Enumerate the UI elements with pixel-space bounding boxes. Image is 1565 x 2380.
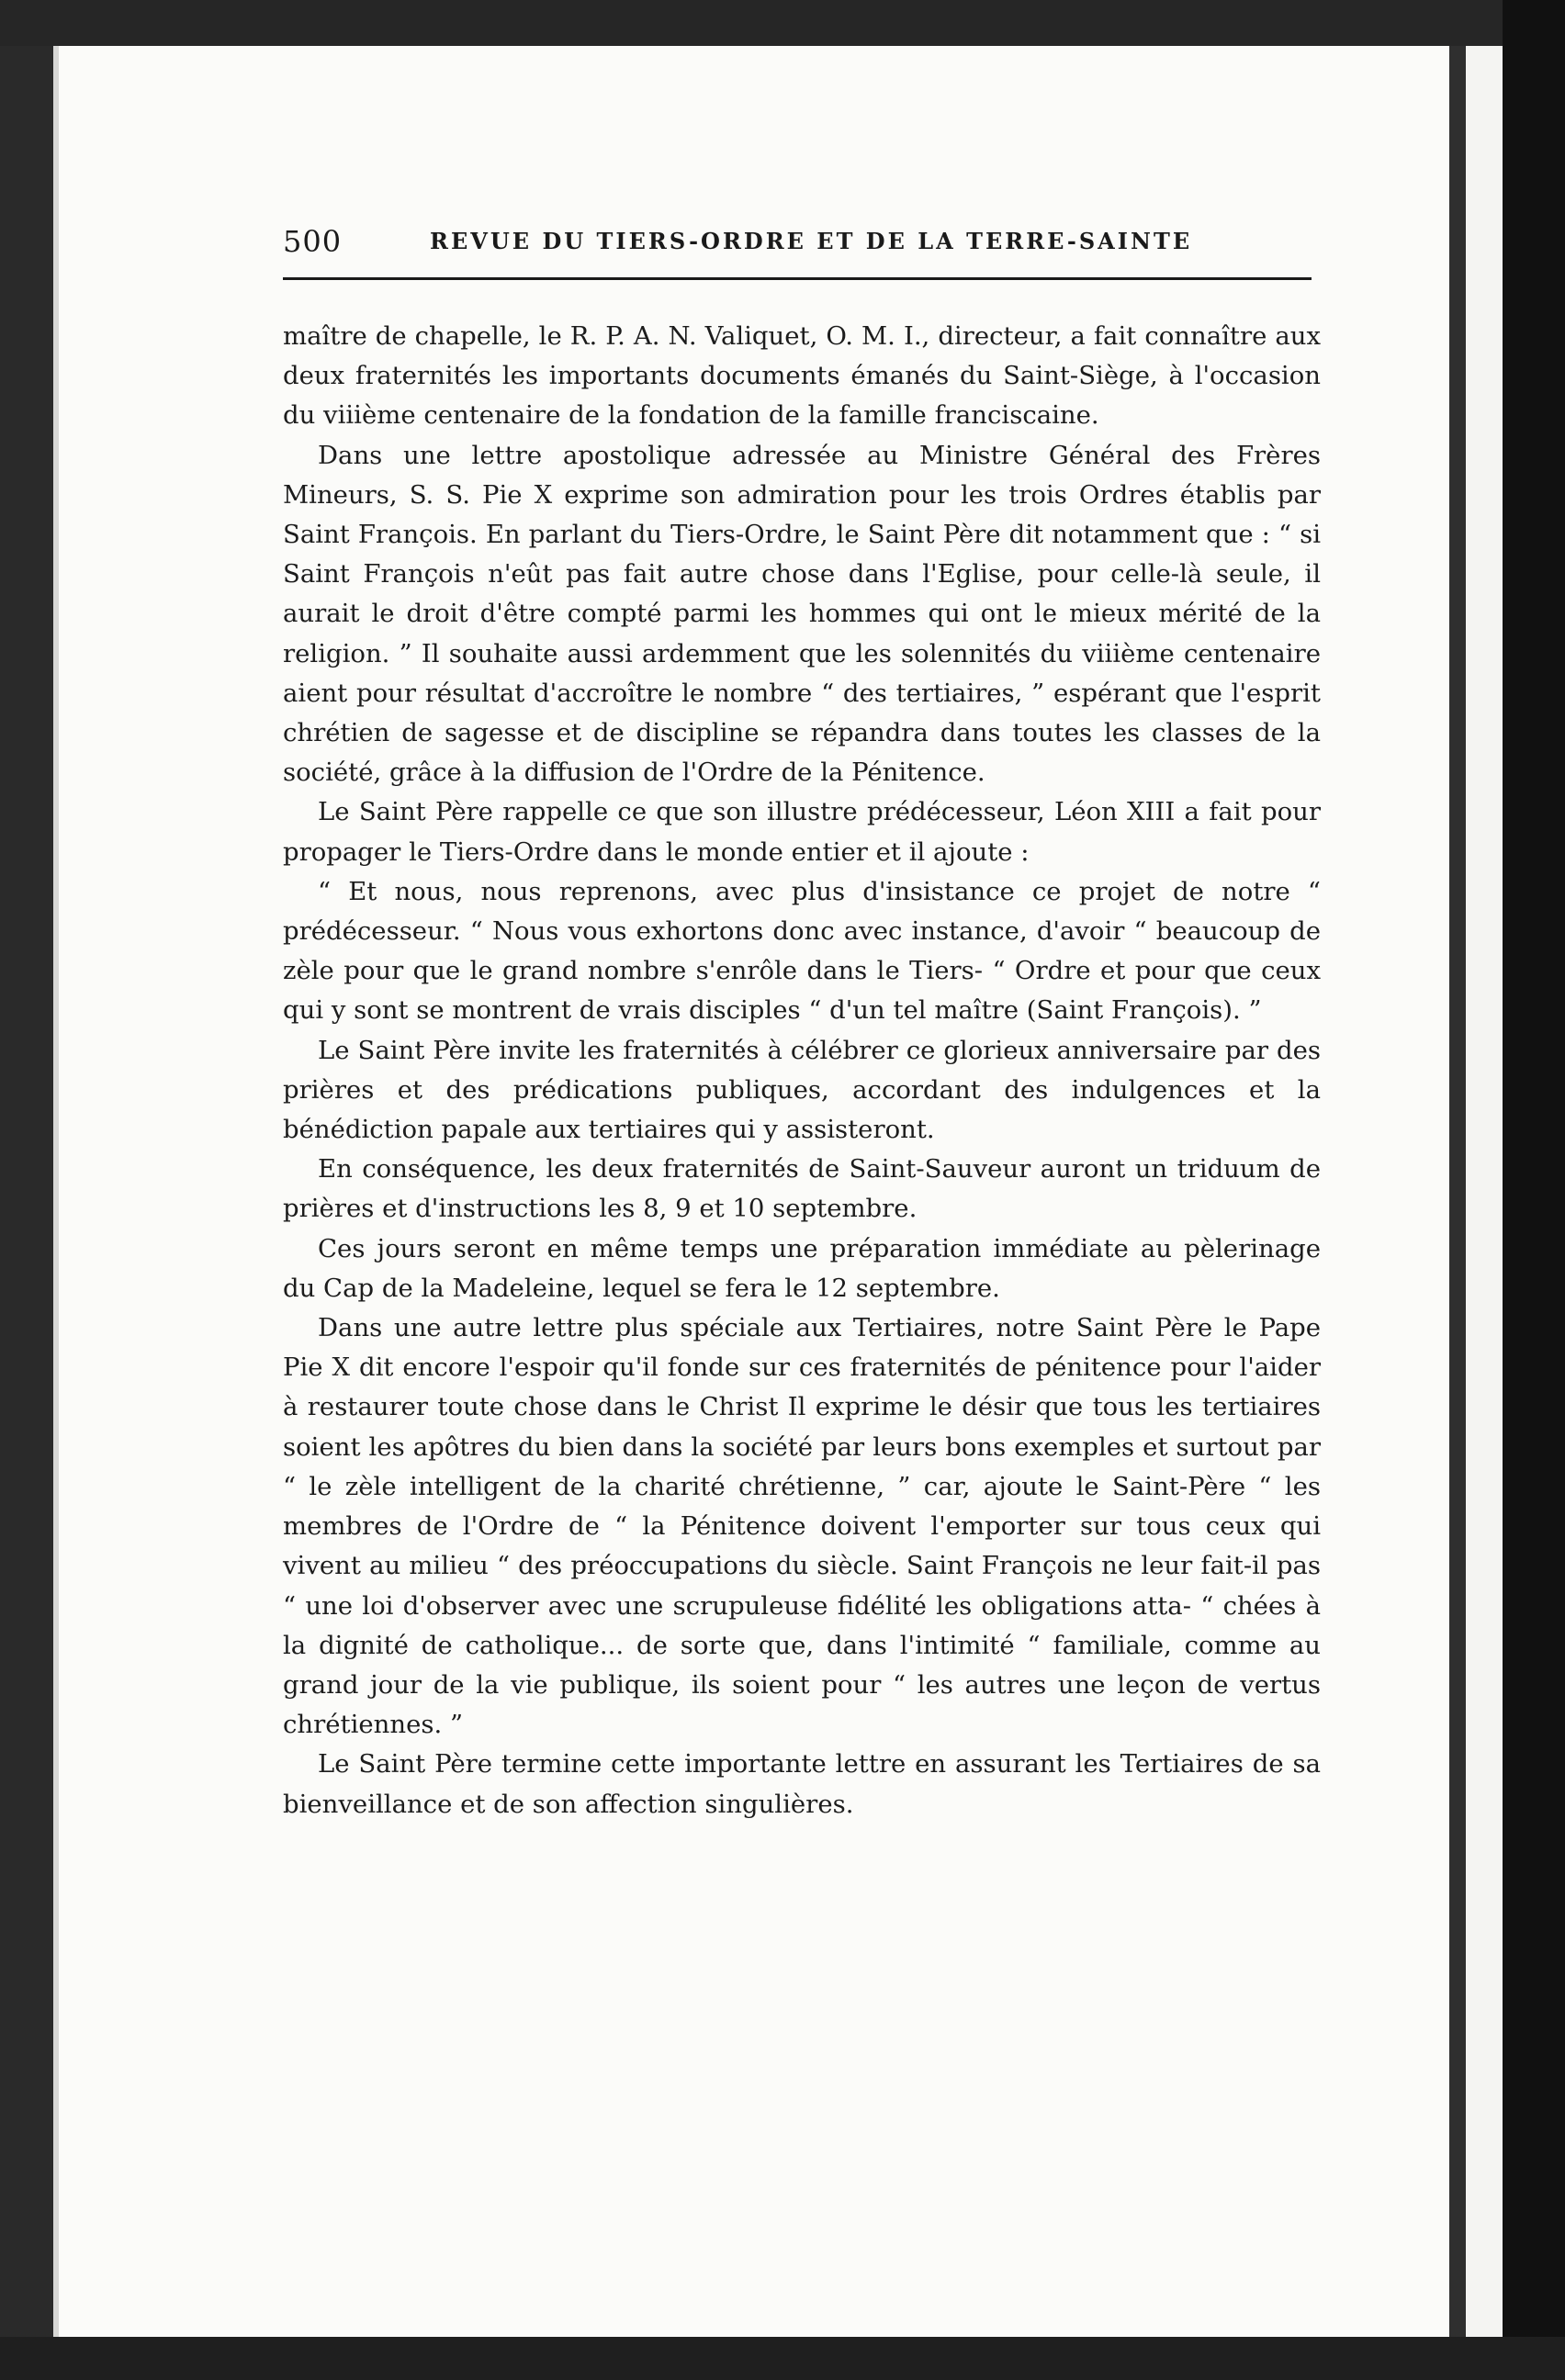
page-gutter bbox=[1449, 46, 1466, 2338]
scan-border-bottom bbox=[0, 2337, 1565, 2380]
scan-border-top bbox=[0, 0, 1565, 46]
article-body bbox=[283, 317, 1321, 1824]
paragraph-8: Dans une autre lettre plus spéciale aux Tertiaires, notre Saint Père le Pape Pie X dit encore l'espoir qu'il fonde sur ces fraternités de pénitence pour l'aider à restaurer toute chose dans le Christ Il exprime le désir que tous les tertiaires soient les apôtres du bien dans la société par leurs bons exemples et surtout par “ le zèle intelligent de la charité chrétienne, ” car, ajoute le Saint-Père “ les membres de l'Ordre de “ la Pénitence doivent l'emporter sur tous ceux qui vivent au milieu “ des préoccupations du siècle. Saint François ne leur fait-il pas “ une loi d'observer avec une scrupuleuse fidélité les obligations atta- “ chées à la dignité de catholique... de sorte que, dans l'intimité “ familiale, comme au grand jour de la vie publique, ils soient pour “ les autres une leçon de vertus chrétiennes. ” bbox=[283, 1313, 1321, 1740]
header-rule bbox=[283, 277, 1312, 280]
paragraph-7: Ces jours seront en même temps une préparation immédiate au pèlerinage du Cap de la Madeleine, lequel se fera le 12 septembre. bbox=[283, 1233, 1321, 1303]
scan-border-right bbox=[1503, 0, 1565, 2380]
page-number: 500 bbox=[283, 224, 343, 259]
paragraph-1: maître de chapelle, le R. P. A. N. Valiquet, O. M. I., directeur, a fait connaître aux deux fraternités les importants documents émanés du Saint-Siège, à l'occasion du viiième centenaire de la fondation de la famille franciscaine. bbox=[283, 321, 1321, 431]
page-left-edge bbox=[53, 46, 59, 2338]
paragraph-3: Le Saint Père rappelle ce que son illustre prédécesseur, Léon XIII a fait pour propager le Tiers-Ordre dans le monde entier et il ajoute : bbox=[283, 797, 1321, 867]
facing-page-edge bbox=[1466, 46, 1503, 2338]
paragraph-2: Dans une lettre apostolique adressée au Ministre Général des Frères Mineurs, S. S. Pie X exprime son admiration pour les trois Ordres établis par Saint François. En parlant du Tiers-Ordre, le Saint Père dit notamment que : “ si Saint François n'eût pas fait autre chose dans l'Eglise, pour celle-là seule, il aurait le droit d'être compté parmi les hommes qui ont le mieux mérité de la religion. ” Il souhaite aussi ardemment que les solennités du viiième centenaire aient pour résultat d'accroître le nombre “ des tertiaires, ” espérant que l'esprit chrétien de sagesse et de discipline se répandra dans toutes les classes de la société, grâce à la diffusion de l'Ordre de la Pénitence. bbox=[283, 440, 1321, 788]
page-header bbox=[283, 224, 1312, 264]
running-title: REVUE DU TIERS-ORDRE ET DE LA TERRE-SAINTE bbox=[430, 228, 1193, 254]
paragraph-6: En conséquence, les deux fraternités de Saint-Sauveur auront un triduum de prières et d'instructions les 8, 9 et 10 septembre. bbox=[283, 1154, 1321, 1224]
quotation-paragraph: “ Et nous, nous reprenons, avec plus d'insistance ce projet de notre “ prédécesseur. “ Nous vous exhortons donc avec instance, d'avoir “ beaucoup de zèle pour que le grand nombre s'enrôle dans le Tiers- “ Ordre et pour que ceux qui y sont se montrent de vrais disciples “ d'un tel maître (Saint François). ” bbox=[283, 876, 1321, 1026]
paragraph-5: Le Saint Père invite les fraternités à célébrer ce glorieux anniversaire par des prières et des prédications publiques, accordant des indulgences et la bénédiction papale aux tertiaires qui y assisteront. bbox=[283, 1035, 1321, 1145]
paragraph-9: Le Saint Père termine cette importante lettre en assurant les Tertiaires de sa bienveillance et de son affection singulières. bbox=[283, 1749, 1321, 1819]
